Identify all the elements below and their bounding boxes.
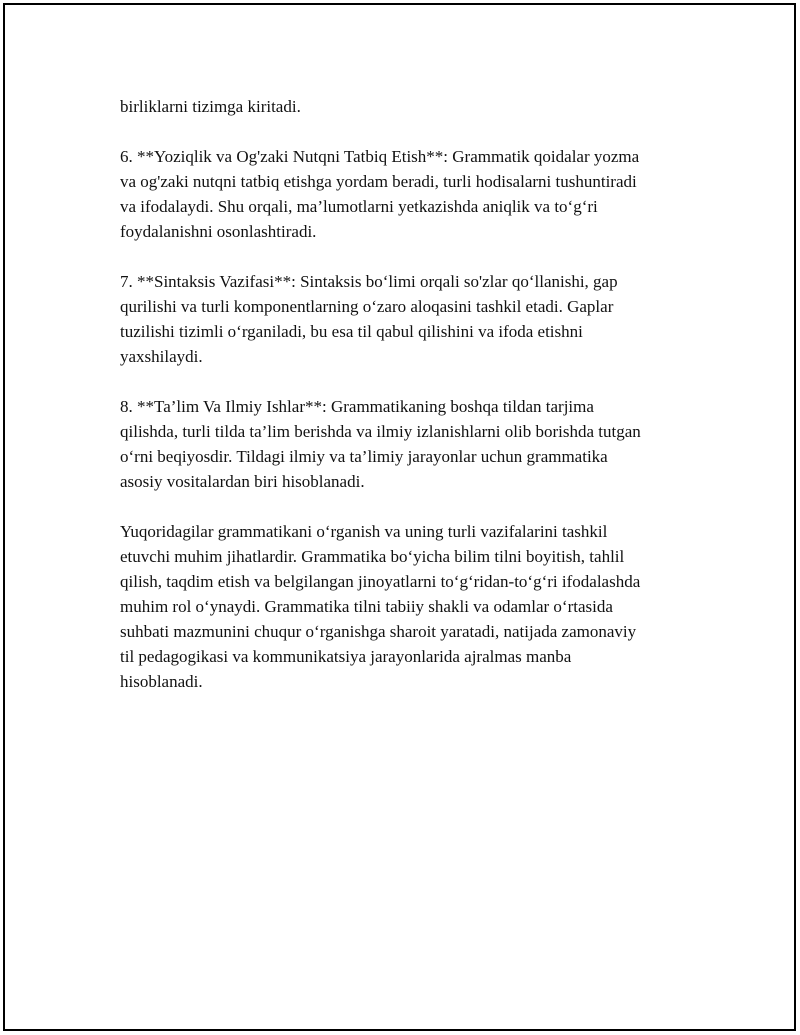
paragraph-continuation: birliklarni tizimga kiritadi. xyxy=(120,97,301,116)
document-body xyxy=(120,94,700,719)
paragraph-conclusion: Yuqoridagilar grammatikani o‘rganish va uning turli vazifalarini tashkil etuvchi muhim jihatlardir. Grammatika bo‘yicha bilim tilni boyitish, tahlil qilish, taqdim etish va belgilangan jinoyatlarni to‘g‘ridan-to‘g‘ri ifodalashda muhim rol o‘ynaydi. Grammatika tilni tabiiy shakli va odamlar o‘rtasida suhbati mazmunini chuqur o‘rganishga sharoit yaratadi, natijada zamonaviy til pedagogikasi va kommunikatsiya jarayonlarida ajralmas manba hisoblanadi. xyxy=(120,522,641,691)
paragraph-item-7: 7. **Sintaksis Vazifasi**: Sintaksis bo‘limi orqali so'zlar qo‘llanishi, gap qurilishi va turli komponentlarning o‘zaro aloqasini tashkil etadi. Gaplar tuzilishi tizimli o‘rganiladi, bu esa til qabul qilishini va ifoda etishni yaxshilaydi. xyxy=(120,272,618,366)
document-page xyxy=(3,3,796,1031)
paragraph-item-6: 6. **Yoziqlik va Og'zaki Nutqni Tatbiq Etish**: Grammatik qoidalar yozma va og'zaki nutqni tatbiq etishga yordam beradi, turli hodisalarni tushuntiradi va ifodalaydi. Shu orqali, ma’lumotlarni yetkazishda aniqlik va to‘g‘ri foydalanishni osonlashtiradi. xyxy=(120,147,640,241)
paragraph-item-8: 8. **Ta’lim Va Ilmiy Ishlar**: Grammatikaning boshqa tildan tarjima qilishda, turli tilda ta’lim berishda va ilmiy izlanishlarni olib borishda tutgan o‘rni beqiyosdir. Tildagi ilmiy va ta’limiy jarayonlar uchun grammatika asosiy vositalardan biri hisoblanadi. xyxy=(120,397,641,491)
